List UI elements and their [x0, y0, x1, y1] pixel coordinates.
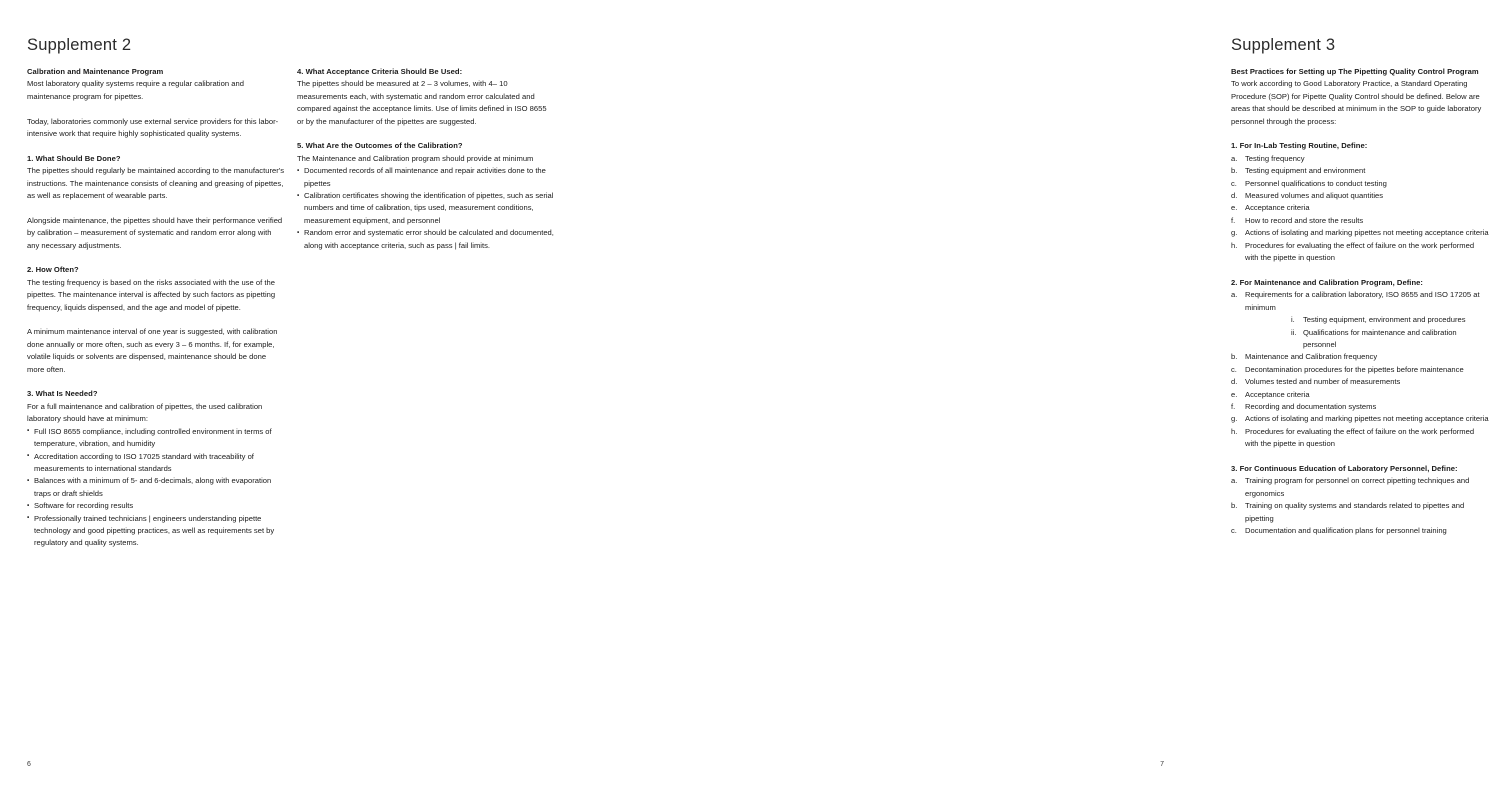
paragraph-spacer — [27, 314, 285, 326]
page-title-supplement-2: Supplement 2 — [27, 36, 132, 54]
list-item — [1231, 525, 1489, 537]
list-item-text: Procedures for evaluating the effect of failure on the work performed with the pipette in question — [1245, 426, 1475, 449]
list-item-text: Actions of isolating and marking pipettes not meeting acceptance criteria — [1245, 414, 1489, 424]
paragraph-spacer — [297, 128, 555, 140]
list-marker: h. — [1231, 426, 1238, 436]
paragraph-s1-2: Alongside maintenance, the pipettes should have their performance verified by calibration – measurement of systematic and random error along with any necessary adjustments. — [27, 215, 283, 250]
heading-acceptance-criteria: 4. What Acceptance Criteria Should Be Used: — [297, 67, 463, 76]
list-item-text: Procedures for evaluating the effect of failure on the work performed with the pipette in question — [1245, 240, 1475, 263]
list-item-text: Training program for personnel on correct pipetting techniques and ergonomics — [1245, 476, 1470, 498]
paragraph-intro-2: Today, laboratories commonly use external service providers for this labor-intensive work that require highly sophisticated quality systems. — [27, 116, 279, 139]
paragraph-s2-1: The testing frequency is based on the risks associated with the use of the pipettes. The maintenance interval is affected by such factors as pipetting frequency, liquids dispensed, and the age and model of pipette. — [27, 277, 276, 312]
list-item-text: Personnel qualifications to conduct testing — [1245, 178, 1387, 188]
list-item — [1231, 376, 1489, 388]
list-marker: e. — [1231, 389, 1238, 399]
list-marker: a. — [1231, 476, 1238, 486]
paragraph-intro-1: Most laboratory quality systems require a regular calibration and maintenance program for pipettes. — [27, 79, 244, 101]
list-continuous-education — [1231, 475, 1489, 537]
list-item — [1231, 227, 1489, 239]
list-marker: a. — [1231, 153, 1238, 163]
list-calibration-outcomes — [297, 165, 555, 252]
paragraph-spacer — [27, 376, 285, 388]
list-item — [1231, 240, 1489, 265]
heading-in-lab-testing-routine: 1. For In-Lab Testing Routine, Define: — [1231, 141, 1368, 151]
paragraph-spacer — [27, 103, 285, 115]
list-item-text: Testing frequency — [1245, 153, 1305, 163]
sublist-calibration-lab-requirements — [1245, 314, 1489, 351]
heading-what-should-be-done: 1. What Should Be Done? — [27, 153, 121, 163]
left-page-column-2 — [297, 66, 555, 252]
list-marker: b. — [1231, 352, 1238, 362]
sublist-item — [1291, 314, 1489, 326]
sublist-item — [1291, 327, 1489, 352]
page-number-left: 6 — [27, 761, 31, 768]
list-item — [1231, 364, 1489, 376]
list-item-text: Testing equipment and environment — [1245, 166, 1366, 176]
heading-best-practices-pipetting-qc: Best Practices for Setting up The Pipetting Quality Control Program — [1231, 67, 1479, 76]
sublist-marker: ii. — [1291, 327, 1297, 337]
list-marker: c. — [1231, 525, 1237, 535]
list-item-text: Decontamination procedures for the pipettes before maintenance — [1245, 364, 1464, 374]
list-item — [1231, 289, 1489, 351]
list-item-text: Measured volumes and aliquot quantities — [1245, 191, 1384, 201]
list-marker: g. — [1231, 228, 1238, 238]
list-item — [1231, 500, 1489, 525]
list-marker: b. — [1231, 166, 1238, 176]
section-spacer — [1231, 264, 1489, 276]
list-required-capabilities — [27, 426, 285, 550]
list-marker: d. — [1231, 191, 1238, 201]
list-item: ▪ Professionally trained technicians | engineers understanding pipette technology and good pipetting practices, as well as requirements set by regulatory and quality systems. — [27, 513, 285, 550]
list-item: ▪ Software for recording results — [27, 500, 285, 512]
list-item — [1231, 413, 1489, 425]
left-page-column-1 — [27, 66, 285, 550]
heading-what-is-needed: 3. What Is Needed? — [27, 389, 98, 399]
list-item — [1231, 165, 1489, 177]
right-page-column-1 — [1231, 66, 1489, 537]
list-item-text: Acceptance criteria — [1245, 389, 1310, 399]
page-number-right: 7 — [1160, 761, 1164, 768]
list-item — [1231, 389, 1489, 401]
list-marker: d. — [1231, 377, 1238, 387]
list-item — [1231, 190, 1489, 202]
sublist-item-text: Testing equipment, environment and procedures — [1303, 315, 1466, 325]
list-marker: h. — [1231, 240, 1238, 250]
list-item-text: Actions of isolating and marking pipettes not meeting acceptance criteria — [1245, 228, 1489, 238]
paragraph-intro-1: To work according to Good Laboratory Practice, a Standard Operating Procedure (SOP) for Pipette Quality Control should be defined. Below are areas that should be described at minimum in the SOP to guide laboratory personnel through the process: — [1231, 79, 1482, 126]
paragraph-spacer — [27, 140, 285, 152]
list-item-text: Documentation and qualification plans for personnel training — [1245, 525, 1447, 535]
list-item — [1231, 401, 1489, 413]
list-item: ▪ Random error and systematic error should be calculated and documented, along with acceptance criteria, such as pass | fail limits. — [297, 227, 555, 252]
list-item: ▪ Full ISO 8655 compliance, including controlled environment in terms of temperature, vibration, and humidity — [27, 426, 285, 451]
list-marker: b. — [1231, 501, 1238, 511]
heading-calibration-and-maintenance-program: Calbration and Maintenance Program — [27, 67, 164, 76]
page-title-supplement-3: Supplement 3 — [1231, 36, 1336, 54]
list-item — [1231, 202, 1489, 214]
list-marker: f. — [1231, 401, 1236, 411]
heading-outcomes-of-calibration: 5. What Are the Outcomes of the Calibration? — [297, 141, 463, 151]
list-item-text: Volumes tested and number of measurements — [1245, 377, 1401, 387]
heading-continuous-education: 3. For Continuous Education of Laboratory Personnel, Define: — [1231, 463, 1458, 473]
sublist-item-text: Qualifications for maintenance and calibration personnel — [1303, 327, 1457, 349]
list-item-text: Acceptance criteria — [1245, 203, 1310, 213]
page-supplement-2 — [0, 0, 595, 794]
list-marker: a. — [1231, 290, 1238, 300]
paragraph-spacer — [27, 202, 285, 214]
list-item: ▪ Balances with a minimum of 5- and 6-decimals, along with evaporation traps or draft shields — [27, 475, 285, 500]
paragraph-s2-2: A minimum maintenance interval of one year is suggested, with calibration done annually or more often, such as every 3 – 6 months. If, for example, volatile liquids or solvents are dispensed, maintenance should be done more often. — [27, 327, 278, 374]
paragraph-s4-1: The pipettes should be measured at 2 – 3 volumes, with 4– 10 measurements each, with systematic and random error calculated and compared against the acceptance limits. Use of limits defined in ISO 8655 or by the manufacturer of the pipettes are suggested. — [297, 79, 547, 126]
list-marker: g. — [1231, 414, 1238, 424]
list-item — [1231, 475, 1489, 500]
heading-how-often: 2. How Often? — [27, 265, 79, 275]
list-item: ▪ Accreditation according to ISO 17025 standard with traceability of measurements to international standards — [27, 451, 285, 476]
paragraph-s3-1: For a full maintenance and calibration of pipettes, the used calibration laboratory should have at minimum: — [27, 401, 263, 424]
list-item: ▪ Documented records of all maintenance and repair activities done to the pipettes — [297, 165, 555, 190]
list-in-lab-testing-routine — [1231, 153, 1489, 265]
list-item — [1231, 178, 1489, 190]
paragraph-spacer — [27, 252, 285, 264]
sublist-marker: i. — [1291, 315, 1295, 325]
list-maintenance-calibration-program — [1231, 289, 1489, 450]
list-item — [1231, 351, 1489, 363]
list-marker: e. — [1231, 203, 1238, 213]
list-marker: c. — [1231, 364, 1237, 374]
section-spacer — [1231, 451, 1489, 463]
heading-maintenance-and-calibration-program: 2. For Maintenance and Calibration Program, Define: — [1231, 277, 1424, 287]
list-item — [1231, 426, 1489, 451]
paragraph-s1-1: The pipettes should regularly be maintained according to the manufacturer's instructions. The maintenance consists of cleaning and greasing of pipettes, as well as replacement of wearable parts. — [27, 166, 285, 201]
list-item-text: Maintenance and Calibration frequency — [1245, 352, 1378, 362]
list-item-text: How to record and store the results — [1245, 215, 1364, 225]
paragraph-s5-1: The Maintenance and Calibration program should provide at minimum — [297, 153, 534, 163]
list-marker: f. — [1231, 215, 1236, 225]
list-item — [1231, 215, 1489, 227]
list-item-text: Requirements for a calibration laboratory, ISO 8655 and ISO 17205 at minimum — [1245, 290, 1480, 312]
page-supplement-3 — [596, 0, 1489, 794]
paragraph-spacer — [1231, 128, 1489, 140]
list-item-text: Recording and documentation systems — [1245, 401, 1377, 411]
list-item — [1231, 153, 1489, 165]
list-item: ▪ Calibration certificates showing the identification of pipettes, such as serial numbers and time of calibration, tips used, measurement conditions, measurement equipment, and personnel — [297, 190, 555, 227]
list-marker: c. — [1231, 178, 1237, 188]
list-item-text: Training on quality systems and standards related to pipettes and pipetting — [1245, 501, 1465, 523]
